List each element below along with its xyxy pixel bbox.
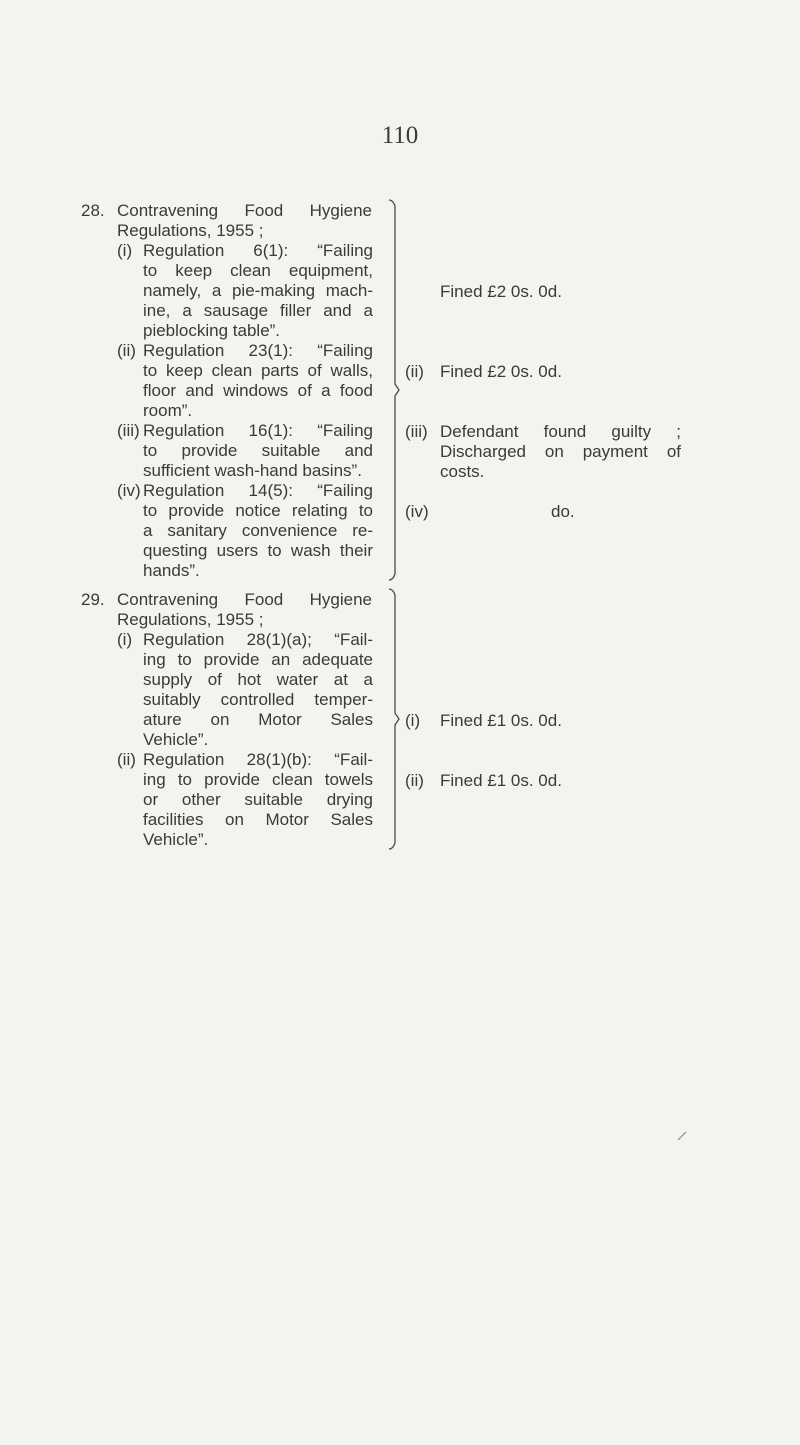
result-line: Fined £1 0s. 0d. [440, 771, 562, 790]
result-line: Fined £2 0s. 0d. [440, 282, 562, 301]
item-line: pieblocking table”. [143, 321, 281, 340]
item-line: Regulation 14(5): “Failing [143, 481, 373, 500]
item-line: questing users to wash their [143, 541, 373, 560]
right-brace-icon [388, 587, 402, 851]
item-line: sufficient wash-hand basins”. [143, 461, 362, 480]
entry-number: 28. [81, 201, 105, 220]
item-line: Vehicle”. [143, 830, 209, 849]
item-line: to provide suitable and [143, 441, 373, 460]
item-line: facilities on Motor Sales [143, 810, 373, 829]
item-line: Regulation 23(1): “Failing [143, 341, 373, 360]
result-line: do. [551, 502, 575, 521]
item-label: (i) [117, 241, 133, 260]
item-label: (ii) [117, 750, 136, 769]
result-line: Fined £1 0s. 0d. [440, 711, 562, 730]
item-line: Regulation 28(1)(b): “Fail- [143, 750, 373, 769]
item-line: Vehicle”. [143, 730, 209, 749]
result-label: (iv) [405, 502, 429, 521]
item-line: or other suitable drying [143, 790, 373, 809]
item-label: (iii) [117, 421, 140, 440]
item-line: namely, a pie-making mach- [143, 281, 373, 300]
result-line: Discharged on payment of [440, 442, 681, 461]
right-brace-icon [388, 198, 402, 582]
entry-heading-line: Regulations, 1955 ; [117, 610, 264, 629]
item-line: ing to provide an adequate [143, 650, 373, 669]
result-label: (i) [405, 711, 421, 730]
item-line: Regulation 28(1)(a); “Fail- [143, 630, 373, 649]
item-line: supply of hot water at a [143, 670, 373, 689]
item-label: (i) [117, 630, 133, 649]
pencil-tick-mark [676, 1130, 688, 1142]
item-line: suitably controlled temper- [143, 690, 373, 709]
result-label: (iii) [405, 422, 428, 441]
item-label: (ii) [117, 341, 136, 360]
item-line: ine, a sausage filler and a [143, 301, 373, 320]
item-line: to keep clean equipment, [143, 261, 373, 280]
item-line: to provide notice relating to [143, 501, 373, 520]
result-label: (ii) [405, 771, 424, 790]
item-line: ature on Motor Sales [143, 710, 373, 729]
item-line: hands”. [143, 561, 200, 580]
result-line: Fined £2 0s. 0d. [440, 362, 562, 381]
item-label: (iv) [117, 481, 141, 500]
result-line: costs. [440, 462, 485, 481]
item-line: room”. [143, 401, 193, 420]
item-line: Regulation 16(1): “Failing [143, 421, 373, 440]
page-number: 110 [381, 122, 419, 149]
item-line: Regulation 6(1): “Failing [143, 241, 373, 260]
item-line: ing to provide clean towels [143, 770, 373, 789]
result-label: (ii) [405, 362, 424, 381]
result-line: Defendant found guilty ; [440, 422, 681, 441]
entry-heading-line: Regulations, 1955 ; [117, 221, 264, 240]
item-line: to keep clean parts of walls, [143, 361, 373, 380]
entry-heading-line: Contravening Food Hygiene [117, 590, 372, 609]
item-line: floor and windows of a food [143, 381, 373, 400]
entry-number: 29. [81, 590, 105, 609]
item-line: a sanitary convenience re- [143, 521, 373, 540]
entry-heading-line: Contravening Food Hygiene [117, 201, 372, 220]
